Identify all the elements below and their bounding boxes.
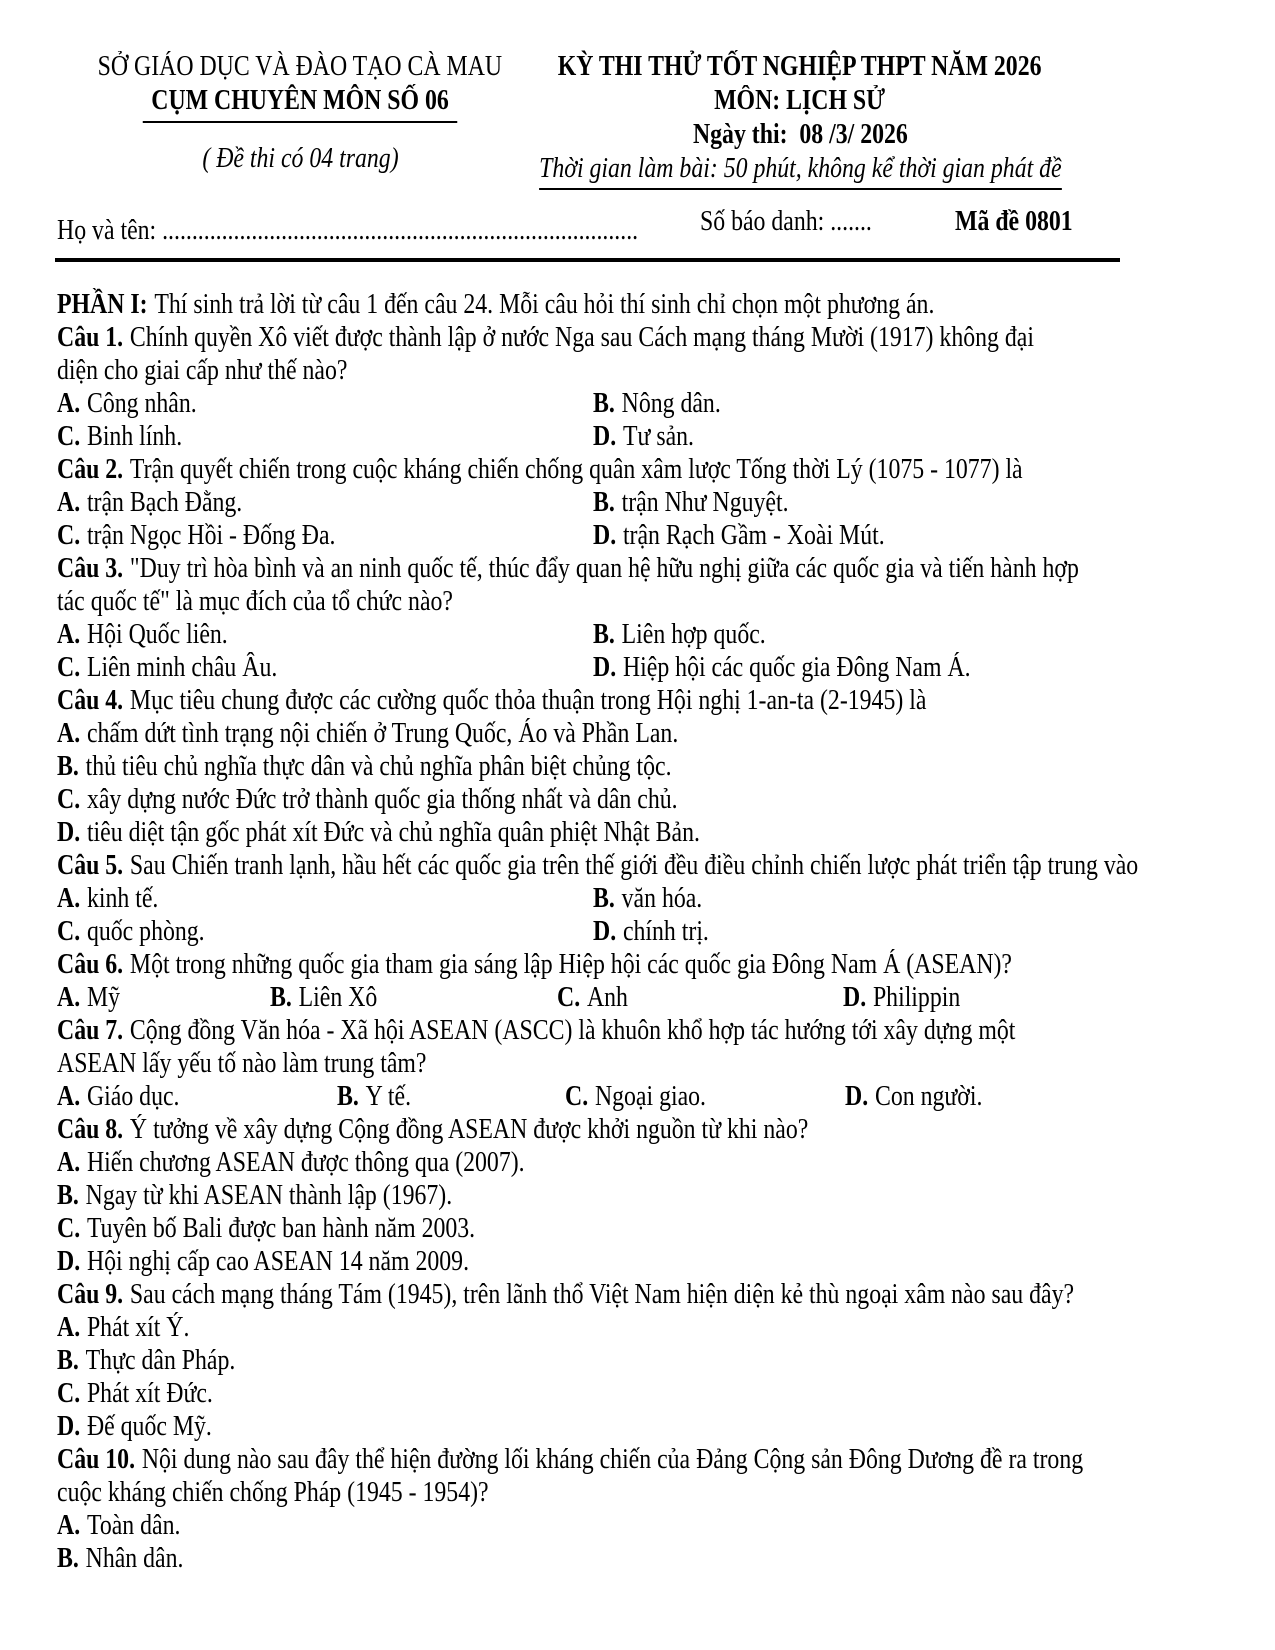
option-text: Hội nghị cấp cao ASEAN 14 năm 2009. — [86, 1246, 470, 1277]
option-text: Thực dân Pháp. — [85, 1345, 236, 1376]
option-key: B. — [593, 619, 615, 650]
option-item — [57, 717, 1257, 750]
question-line: Câu 7. Cộng đồng Văn hóa - Xã hội ASEAN (ASCC) là khuôn khổ hợp tác hướng tới xây dựng một — [57, 1015, 1016, 1046]
question-block — [57, 684, 1257, 849]
question-line: diện cho giai cấp như thế nào? — [57, 355, 348, 386]
option-text: văn hóa. — [621, 883, 703, 914]
option-item — [57, 1212, 1257, 1245]
option-item — [57, 981, 270, 1014]
option-item — [593, 882, 1257, 915]
option-text: trận Ngọc Hồi - Đống Đa. — [86, 520, 336, 551]
option-text: Y tế. — [365, 1081, 412, 1112]
option-text: Tuyên bố Bali được ban hành năm 2003. — [86, 1213, 476, 1244]
option-key: D. — [593, 421, 617, 452]
option-item — [565, 1080, 845, 1113]
option-item — [593, 651, 1257, 684]
option-key: B. — [57, 751, 79, 782]
option-text: trận Như Nguyệt. — [621, 487, 789, 518]
option-text: Hiệp hội các quốc gia Đông Nam Á. — [622, 652, 971, 683]
question-label: Câu 9. — [57, 1279, 124, 1310]
options-row — [57, 1311, 1257, 1443]
question-block — [57, 1014, 1257, 1113]
option-key: C. — [557, 982, 581, 1013]
question-label: Câu 8. — [57, 1114, 124, 1145]
header-right — [480, 50, 1120, 186]
option-item — [57, 783, 1257, 816]
option-item — [57, 618, 593, 651]
question-label: Câu 1. — [57, 322, 124, 353]
option-text: Nhân dân. — [85, 1543, 184, 1574]
question-line: Câu 3. "Duy trì hòa bình và an ninh quốc tế, thúc đẩy quan hệ hữu nghị giữa các quốc gia và tiến hành hợp — [57, 553, 1079, 584]
option-key: B. — [593, 487, 615, 518]
option-key: D. — [845, 1081, 869, 1112]
question-block — [57, 849, 1257, 948]
option-text: kinh tế. — [86, 883, 159, 914]
option-text: Công nhân. — [86, 388, 197, 419]
department-name: SỞ GIÁO DỤC VÀ ĐÀO TẠO CÀ MAU — [97, 51, 503, 82]
option-text: Binh lính. — [86, 421, 183, 452]
question-line: Câu 4. Mục tiêu chung được các cường quốc thỏa thuận trong Hội nghị 1-an-ta (2-1945) là — [57, 685, 927, 716]
question-line: Câu 2. Trận quyết chiến trong cuộc kháng chiến chống quân xâm lược Tống thời Lý (1075 - 1077) là — [57, 454, 1023, 485]
option-text: Tư sản. — [622, 421, 695, 452]
option-item — [57, 882, 593, 915]
exam-code-badge: Mã đề 0801 — [955, 206, 1073, 237]
option-key: A. — [57, 883, 81, 914]
options-row — [57, 981, 1257, 1014]
option-item — [57, 1344, 1257, 1377]
option-text: Philippin — [872, 982, 961, 1013]
questions — [57, 288, 1257, 1575]
option-key: C. — [57, 652, 81, 683]
option-item — [57, 519, 593, 552]
option-text: Mỹ — [86, 982, 121, 1013]
part1-label: PHẦN I: — [57, 289, 148, 320]
option-text: Nông dân. — [621, 388, 721, 419]
option-key: B. — [57, 1345, 79, 1376]
option-text: Ngay từ khi ASEAN thành lập (1967). — [85, 1180, 453, 1211]
option-text: Liên hợp quốc. — [621, 619, 766, 650]
question-line: Câu 5. Sau Chiến tranh lạnh, hầu hết các quốc gia trên thế giới đều điều chỉnh chiến lược phát triển tập trung vào — [57, 850, 1139, 881]
option-key: A. — [57, 1147, 81, 1178]
option-item — [57, 1146, 1257, 1179]
question-block — [57, 1278, 1257, 1443]
question-label: Câu 10. — [57, 1444, 136, 1475]
option-text: thủ tiêu chủ nghĩa thực dân và chủ nghĩa phân biệt chủng tộc. — [85, 751, 672, 782]
option-item — [57, 1311, 1257, 1344]
option-text: Anh — [586, 982, 628, 1013]
option-item — [593, 387, 1257, 420]
option-text: Con người. — [874, 1081, 983, 1112]
option-item — [337, 1080, 565, 1113]
option-key: A. — [57, 982, 81, 1013]
option-key: D. — [593, 520, 617, 551]
option-key: D. — [57, 1246, 81, 1277]
question-line: Câu 6. Một trong những quốc gia tham gia sáng lập Hiệp hội các quốc gia Đông Nam Á (ASEAN)? — [57, 949, 1013, 980]
option-item — [270, 981, 557, 1014]
option-key: C. — [57, 520, 81, 551]
pages-note: ( Đề thi có 04 trang) — [201, 143, 399, 174]
option-key: A. — [57, 487, 81, 518]
option-item — [57, 1410, 1257, 1443]
name-label: Họ và tên: — [57, 215, 157, 246]
option-key: B. — [57, 1543, 79, 1574]
question-line: cuộc kháng chiến chống Pháp (1945 - 1954)? — [57, 1477, 489, 1508]
option-text: quốc phòng. — [86, 916, 205, 947]
option-key: D. — [57, 817, 81, 848]
option-key: A. — [57, 619, 81, 650]
question-line: Câu 10. Nội dung nào sau đây thể hiện đường lối kháng chiến của Đảng Cộng sản Đông Dương đề ra trong — [57, 1444, 1084, 1475]
option-key: A. — [57, 1312, 81, 1343]
options-row — [57, 387, 1257, 453]
option-text: Hội Quốc liên. — [86, 619, 228, 650]
question-block — [57, 1113, 1257, 1278]
question-label: Câu 3. — [57, 553, 124, 584]
option-item — [593, 420, 1257, 453]
candidate-name-line — [57, 214, 741, 248]
option-key: B. — [593, 388, 615, 419]
part1-heading — [57, 288, 1257, 321]
exam-title: KỲ THI THỬ TỐT NGHIỆP THPT NĂM 2026 — [558, 51, 1042, 82]
option-text: chính trị. — [622, 916, 709, 947]
option-key: A. — [57, 1081, 81, 1112]
options-row — [57, 486, 1257, 552]
options-row — [57, 618, 1257, 684]
options-row — [57, 882, 1257, 948]
options-row — [57, 1509, 1257, 1575]
options-row — [57, 1080, 1257, 1113]
option-item — [593, 519, 1257, 552]
option-text: Hiến chương ASEAN được thông qua (2007). — [86, 1147, 525, 1178]
option-item — [57, 1179, 1257, 1212]
exam-date: Ngày thi: 08 /3/ 2026 — [692, 119, 908, 150]
question-label: Câu 2. — [57, 454, 124, 485]
option-key: C. — [57, 784, 81, 815]
option-text: Đế quốc Mỹ. — [86, 1411, 212, 1442]
question-line: ASEAN lấy yếu tố nào làm trung tâm? — [57, 1048, 427, 1079]
option-item — [557, 981, 843, 1014]
question-block — [57, 948, 1257, 1014]
option-text: Liên Xô — [298, 982, 378, 1013]
option-key: C. — [565, 1081, 589, 1112]
options-row — [57, 1146, 1257, 1278]
question-label: Câu 7. — [57, 1015, 124, 1046]
question-block — [57, 453, 1257, 552]
part1-instruction: Thí sinh trả lời từ câu 1 đến câu 24. Mỗi câu hỏi thí sinh chỉ chọn một phương án. — [154, 289, 935, 320]
option-key: B. — [270, 982, 292, 1013]
option-text: Phát xít Đức. — [86, 1378, 213, 1409]
option-item — [57, 420, 593, 453]
option-item — [57, 387, 593, 420]
header-divider-rule — [55, 258, 1120, 262]
option-item — [57, 1542, 1257, 1575]
option-item — [57, 915, 593, 948]
unit-name: CỤM CHUYÊN MÔN SỐ 06 — [57, 84, 543, 118]
question-line: Câu 9. Sau cách mạng tháng Tám (1945), trên lãnh thổ Việt Nam hiện diện kẻ thù ngoại xâm nào sau đây? — [57, 1279, 1075, 1310]
option-item — [843, 981, 1257, 1014]
question-label: Câu 4. — [57, 685, 124, 716]
option-item — [57, 1080, 337, 1113]
question-label: Câu 5. — [57, 850, 124, 881]
option-key: B. — [337, 1081, 359, 1112]
option-key: D. — [843, 982, 867, 1013]
option-item — [593, 486, 1257, 519]
option-text: tiêu diệt tận gốc phát xít Đức và chủ nghĩa quân phiệt Nhật Bản. — [86, 817, 700, 848]
header-left — [57, 50, 543, 176]
option-text: Liên minh châu Âu. — [86, 652, 278, 683]
option-item — [57, 816, 1257, 849]
option-text: xây dựng nước Đức trở thành quốc gia thống nhất và dân chủ. — [86, 784, 678, 815]
question-line: Câu 1. Chính quyền Xô viết được thành lập ở nước Nga sau Cách mạng tháng Mười (1917) không đại — [57, 322, 1034, 353]
option-text: trận Rạch Gầm - Xoài Mút. — [622, 520, 885, 551]
option-key: D. — [593, 652, 617, 683]
option-text: Toàn dân. — [86, 1510, 181, 1541]
question-block — [57, 1443, 1257, 1575]
question-line: tác quốc tế" là mục đích của tổ chức nào? — [57, 586, 453, 617]
option-text: trận Bạch Đằng. — [86, 487, 243, 518]
option-key: C. — [57, 421, 81, 452]
option-item — [57, 1509, 1257, 1542]
option-key: D. — [57, 1411, 81, 1442]
option-item — [57, 1377, 1257, 1410]
candidate-number-line: Số báo danh: ....... — [700, 206, 872, 237]
option-key: D. — [593, 916, 617, 947]
option-key: C. — [57, 916, 81, 947]
duration-note: Thời gian làm bài: 50 phút, không kể thời gian phát đề — [480, 152, 1120, 186]
option-key: B. — [593, 883, 615, 914]
question-block — [57, 321, 1257, 453]
option-item — [845, 1080, 1257, 1113]
option-item — [57, 750, 1257, 783]
option-key: C. — [57, 1213, 81, 1244]
option-key: A. — [57, 1510, 81, 1541]
question-line: Câu 8. Ý tưởng về xây dựng Cộng đồng ASEAN được khởi nguồn từ khi nào? — [57, 1114, 809, 1145]
options-row — [57, 717, 1257, 849]
option-text: Phát xít Ý. — [86, 1312, 190, 1343]
option-key: A. — [57, 718, 81, 749]
question-label: Câu 6. — [57, 949, 124, 980]
option-item — [57, 1245, 1257, 1278]
option-key: B. — [57, 1180, 79, 1211]
option-key: C. — [57, 1378, 81, 1409]
option-text: chấm dứt tình trạng nội chiến ở Trung Quốc, Áo và Phần Lan. — [86, 718, 679, 749]
option-item — [593, 618, 1257, 651]
option-text: Ngoại giao. — [594, 1081, 706, 1112]
option-item — [57, 486, 593, 519]
option-item — [57, 651, 593, 684]
option-text: Giáo dục. — [86, 1081, 180, 1112]
option-item — [593, 915, 1257, 948]
question-block — [57, 552, 1257, 684]
option-key: A. — [57, 388, 81, 419]
name-dotted-line: ................................................................................ — [162, 215, 639, 246]
subject-line: MÔN: LỊCH SỬ — [714, 85, 886, 116]
